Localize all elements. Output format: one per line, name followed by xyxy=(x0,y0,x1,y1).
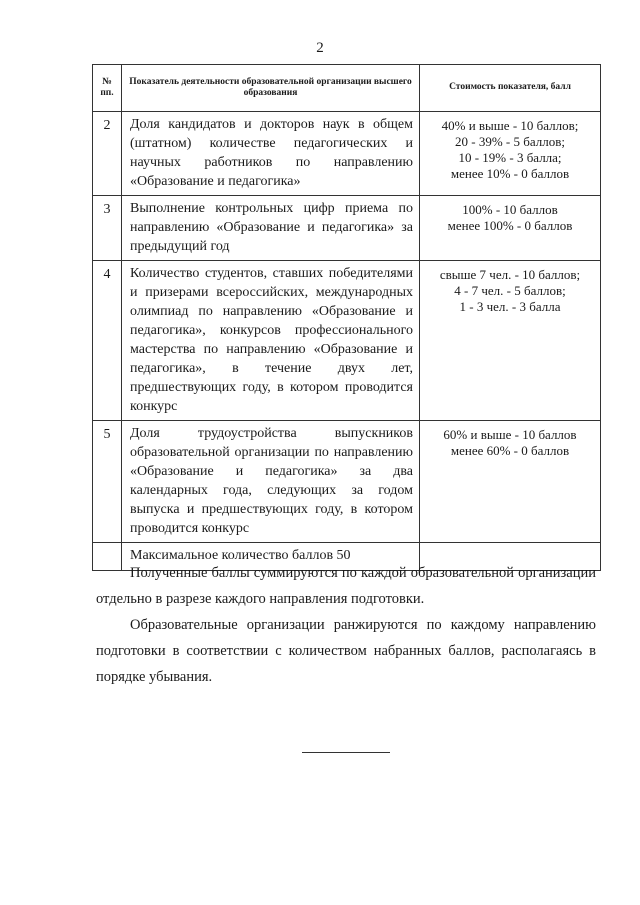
row-number: 5 xyxy=(93,421,122,543)
table-row xyxy=(93,261,601,421)
row-value xyxy=(420,261,601,421)
value-line: 10 - 19% - 3 балла; xyxy=(458,150,562,165)
value-line: свыше 7 чел. - 10 баллов; xyxy=(439,267,581,282)
table-header-row xyxy=(93,65,601,112)
paragraph-text: Полученные баллы суммируются по каждой образовательной организации отдельно в разрезе каждого направления подготовки. xyxy=(96,565,596,607)
criteria-table xyxy=(92,64,601,571)
value-line: менее 100% - 0 баллов xyxy=(447,218,573,233)
row-indicator: Количество студентов, ставших победителями и призерами всероссийских, международных олимпиад по направлению «Образование и педагогика», конкурсов профессионального мастерства по направлению «Образование и педагогика», в течение двух лет, предшествующих году, в котором проводится конкурс xyxy=(122,261,420,421)
header-number: № пп. xyxy=(93,65,122,112)
table-row xyxy=(93,112,601,196)
value-line: 1 - 3 чел. - 3 балла xyxy=(459,299,561,314)
header-value: Стоимость показателя, балл xyxy=(420,65,601,112)
row-value xyxy=(420,196,601,261)
row-number: 3 xyxy=(93,196,122,261)
value-line: 40% и выше - 10 баллов; xyxy=(441,118,579,133)
paragraph-summation xyxy=(96,560,596,612)
value-line: 60% и выше - 10 баллов xyxy=(443,427,577,442)
table-row xyxy=(93,196,601,261)
closing-rule xyxy=(302,752,390,753)
row-value xyxy=(420,112,601,196)
value-line: менее 10% - 0 баллов xyxy=(450,166,570,181)
row-indicator: Доля трудоустройства выпускников образовательной организации по направлению «Образование и педагогика» за два календарных года, следующих за годом выпуска и предшествующих году, в котором проводится конкурс xyxy=(122,421,420,543)
paragraph-ranking xyxy=(96,612,596,690)
value-line: 4 - 7 чел. - 5 баллов; xyxy=(454,283,566,298)
table-row xyxy=(93,421,601,543)
header-indicator: Показатель деятельности образовательной организации высшего образования xyxy=(122,65,420,112)
row-value xyxy=(420,421,601,543)
value-line: 20 - 39% - 5 баллов; xyxy=(455,134,565,149)
value-line: 100% - 10 баллов xyxy=(462,202,558,217)
row-indicator: Выполнение контрольных цифр приема по направлению «Образование и педагогика» за предыдущий год xyxy=(122,196,420,261)
row-number: 2 xyxy=(93,112,122,196)
paragraph-text: Образовательные организации ранжируются по каждому направлению подготовки в соответствии с количеством набранных баллов, располагаясь в порядке убывания. xyxy=(96,617,596,685)
max-score-label: Максимальное количество баллов 50 xyxy=(122,543,420,571)
row-number: 4 xyxy=(93,261,122,421)
row-indicator: Доля кандидатов и докторов наук в общем (штатном) количестве педагогических и научных работников по направлению «Образование и педагогика» xyxy=(122,112,420,196)
value-line: менее 60% - 0 баллов xyxy=(450,443,570,458)
page-number: 2 xyxy=(316,40,324,56)
